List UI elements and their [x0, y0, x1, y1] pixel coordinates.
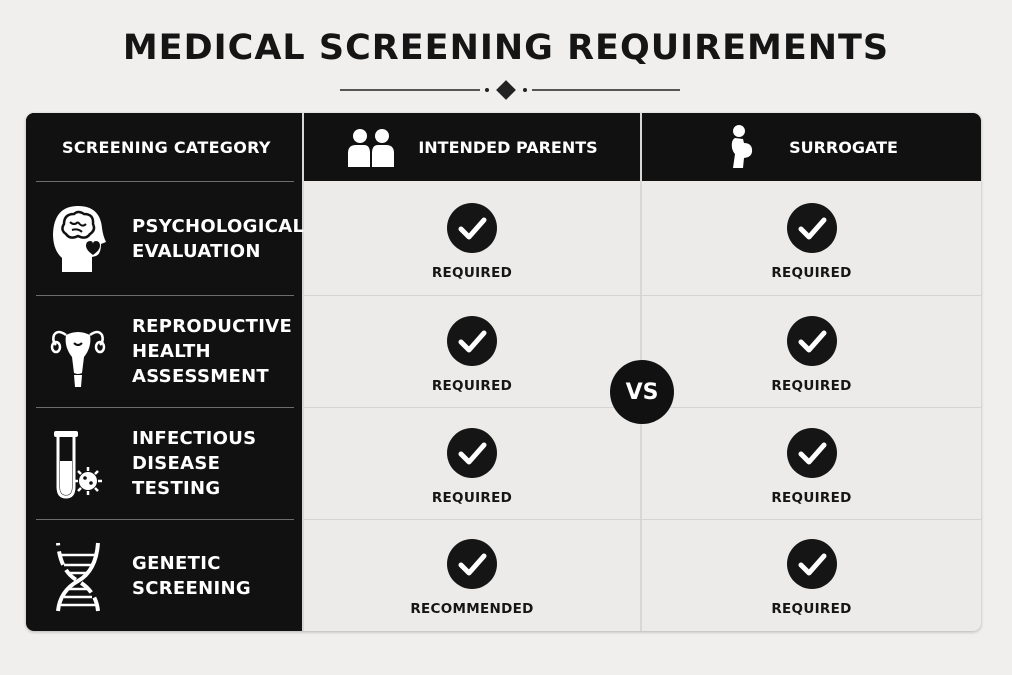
checkmark-icon — [447, 203, 497, 253]
status-text: REQUIRED — [431, 378, 513, 394]
status-text: REQUIRED — [431, 490, 513, 506]
parents-icon — [346, 127, 396, 167]
intended-parents-cell — [304, 203, 640, 281]
title-ornament — [340, 80, 680, 100]
checkmark-icon — [787, 539, 837, 589]
status-text: RECOMMENDED — [410, 601, 534, 617]
category-label-line: EVALUATION — [132, 240, 261, 262]
brain-head-icon — [48, 200, 108, 278]
vs-badge: VS — [610, 360, 674, 424]
uterus-icon — [48, 313, 108, 391]
category-label-line: SCREENING — [132, 577, 251, 599]
dna-icon — [48, 537, 108, 615]
category-label-line: REPRODUCTIVE — [132, 316, 293, 337]
status-text: REQUIRED — [431, 265, 513, 281]
pregnant-woman-icon — [725, 124, 755, 170]
status-text: REQUIRED — [771, 378, 852, 394]
category-label-line: DISEASE — [132, 453, 221, 474]
header-intended-parents-label: INTENDED PARENTS — [418, 137, 598, 157]
checkmark-icon — [787, 203, 837, 253]
status-text: REQUIRED — [771, 490, 852, 506]
category-infectious-disease-testing — [26, 408, 302, 519]
category-label-line: GENETIC — [132, 552, 221, 574]
test-tube-virus-icon — [48, 425, 108, 503]
checkmark-icon — [447, 316, 497, 366]
category-label-line: INFECTIOUS — [132, 428, 257, 449]
intended-parents-cell — [304, 428, 640, 506]
checkmark-icon — [447, 428, 497, 478]
surrogate-cell — [642, 539, 981, 617]
category-label-line: PSYCHOLOGICAL — [132, 215, 305, 237]
header-category-label: SCREENING CATEGORY — [62, 137, 271, 157]
surrogate-cell — [642, 316, 981, 394]
intended-parents-cell — [304, 316, 640, 394]
header-intended-parents — [304, 113, 640, 181]
checkmark-icon — [787, 316, 837, 366]
screening-table — [26, 113, 981, 631]
header-surrogate-label: SURROGATE — [789, 137, 898, 157]
category-reproductive-health-assessment — [26, 296, 302, 407]
header-surrogate — [642, 113, 981, 181]
category-psychological-evaluation — [26, 182, 305, 295]
checkmark-icon — [447, 539, 497, 589]
surrogate-cell — [642, 203, 981, 281]
row-divider — [304, 519, 981, 520]
header-screening-category — [26, 113, 302, 181]
category-genetic-screening — [26, 520, 302, 631]
intended-parents-cell — [304, 539, 640, 617]
row-divider — [304, 295, 981, 296]
status-text: REQUIRED — [771, 265, 852, 281]
surrogate-cell — [642, 428, 981, 506]
status-text: REQUIRED — [771, 601, 852, 617]
page-title: MEDICAL SCREENING REQUIREMENTS — [122, 28, 890, 68]
checkmark-icon — [787, 428, 837, 478]
category-label-line: HEALTH — [132, 341, 211, 362]
category-label-line: ASSESSMENT — [132, 366, 270, 387]
category-label-line: TESTING — [132, 478, 221, 499]
